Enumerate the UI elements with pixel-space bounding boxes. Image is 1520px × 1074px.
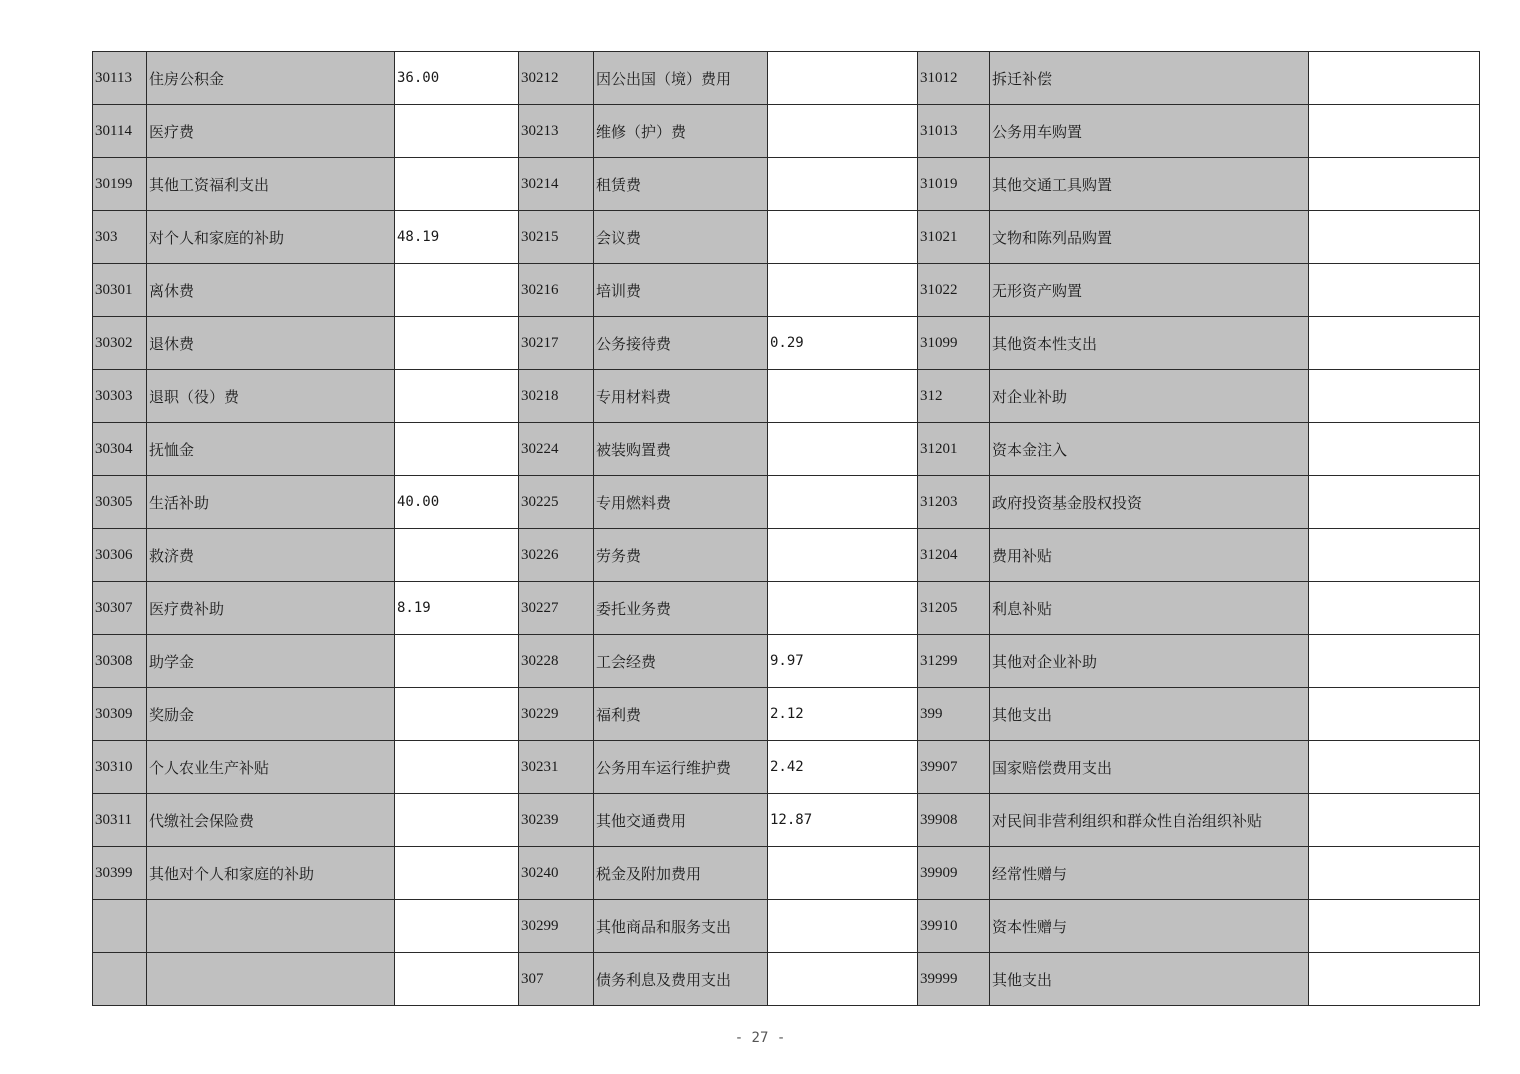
cell-name: 住房公积金 <box>147 52 395 105</box>
cell-amount <box>395 370 519 423</box>
cell-code: 30305 <box>93 476 147 529</box>
cell-code: 31204 <box>918 529 990 582</box>
cell-amount <box>768 105 918 158</box>
cell-amount: 36.00 <box>395 52 519 105</box>
table-row <box>93 52 1480 105</box>
cell-code: 30229 <box>519 688 594 741</box>
cell-name <box>147 953 395 1006</box>
cell-code: 31012 <box>918 52 990 105</box>
cell-amount: 0.29 <box>768 317 918 370</box>
cell-amount <box>768 211 918 264</box>
cell-code: 31205 <box>918 582 990 635</box>
cell-name: 其他支出 <box>990 953 1309 1006</box>
cell-name: 其他资本性支出 <box>990 317 1309 370</box>
cell-amount: 9.97 <box>768 635 918 688</box>
cell-code: 30199 <box>93 158 147 211</box>
cell-code: 30302 <box>93 317 147 370</box>
table-row <box>93 317 1480 370</box>
cell-amount <box>768 476 918 529</box>
cell-amount <box>1309 264 1480 317</box>
cell-amount <box>1309 476 1480 529</box>
table-row <box>93 688 1480 741</box>
cell-code: 30308 <box>93 635 147 688</box>
cell-name: 国家赔偿费用支出 <box>990 741 1309 794</box>
cell-name: 对个人和家庭的补助 <box>147 211 395 264</box>
cell-amount <box>395 317 519 370</box>
cell-amount <box>395 741 519 794</box>
cell-name: 委托业务费 <box>594 582 768 635</box>
table-row <box>93 370 1480 423</box>
cell-code: 30226 <box>519 529 594 582</box>
cell-amount <box>395 423 519 476</box>
table-row <box>93 635 1480 688</box>
cell-amount: 2.42 <box>768 741 918 794</box>
cell-code: 30218 <box>519 370 594 423</box>
cell-name: 其他支出 <box>990 688 1309 741</box>
cell-code: 31299 <box>918 635 990 688</box>
cell-name: 代缴社会保险费 <box>147 794 395 847</box>
cell-code: 30216 <box>519 264 594 317</box>
cell-amount <box>395 105 519 158</box>
cell-amount <box>395 794 519 847</box>
cell-code: 30214 <box>519 158 594 211</box>
table-body <box>93 52 1480 1006</box>
cell-name: 专用材料费 <box>594 370 768 423</box>
cell-amount <box>395 264 519 317</box>
cell-code: 30231 <box>519 741 594 794</box>
cell-amount <box>1309 635 1480 688</box>
cell-amount <box>395 635 519 688</box>
cell-code: 31021 <box>918 211 990 264</box>
cell-amount <box>768 264 918 317</box>
cell-amount <box>1309 529 1480 582</box>
cell-name: 培训费 <box>594 264 768 317</box>
cell-name: 救济费 <box>147 529 395 582</box>
table-row <box>93 582 1480 635</box>
cell-name: 其他交通工具购置 <box>990 158 1309 211</box>
cell-name: 因公出国（境）费用 <box>594 52 768 105</box>
cell-code: 30215 <box>519 211 594 264</box>
cell-amount <box>395 158 519 211</box>
cell-amount <box>1309 741 1480 794</box>
cell-name <box>147 900 395 953</box>
cell-name: 税金及附加费用 <box>594 847 768 900</box>
cell-code: 30307 <box>93 582 147 635</box>
cell-name: 资本性赠与 <box>990 900 1309 953</box>
cell-amount <box>395 529 519 582</box>
cell-name: 经常性赠与 <box>990 847 1309 900</box>
cell-code: 30224 <box>519 423 594 476</box>
table-row <box>93 105 1480 158</box>
cell-name: 文物和陈列品购置 <box>990 211 1309 264</box>
cell-code: 39999 <box>918 953 990 1006</box>
cell-name: 利息补贴 <box>990 582 1309 635</box>
cell-code: 30225 <box>519 476 594 529</box>
cell-code: 39909 <box>918 847 990 900</box>
cell-amount <box>768 847 918 900</box>
cell-code: 30311 <box>93 794 147 847</box>
cell-name: 工会经费 <box>594 635 768 688</box>
cell-amount <box>395 847 519 900</box>
cell-code: 31019 <box>918 158 990 211</box>
cell-name: 无形资产购置 <box>990 264 1309 317</box>
cell-amount <box>768 370 918 423</box>
cell-amount <box>768 953 918 1006</box>
cell-code: 30114 <box>93 105 147 158</box>
table-row <box>93 158 1480 211</box>
cell-amount: 48.19 <box>395 211 519 264</box>
cell-amount <box>1309 900 1480 953</box>
cell-name: 奖励金 <box>147 688 395 741</box>
cell-amount <box>395 953 519 1006</box>
cell-amount <box>1309 794 1480 847</box>
cell-code: 31201 <box>918 423 990 476</box>
cell-code: 30303 <box>93 370 147 423</box>
cell-code: 30212 <box>519 52 594 105</box>
cell-name: 租赁费 <box>594 158 768 211</box>
cell-code: 30310 <box>93 741 147 794</box>
cell-name: 被装购置费 <box>594 423 768 476</box>
page-number: - 27 - <box>734 1030 786 1046</box>
cell-amount <box>1309 370 1480 423</box>
cell-name: 离休费 <box>147 264 395 317</box>
cell-amount <box>1309 105 1480 158</box>
cell-amount: 2.12 <box>768 688 918 741</box>
cell-amount <box>395 688 519 741</box>
table-row <box>93 741 1480 794</box>
cell-code: 30306 <box>93 529 147 582</box>
cell-code: 30213 <box>519 105 594 158</box>
cell-name: 公务接待费 <box>594 317 768 370</box>
cell-amount <box>1309 211 1480 264</box>
cell-name: 其他对个人和家庭的补助 <box>147 847 395 900</box>
cell-code: 307 <box>519 953 594 1006</box>
cell-name: 债务利息及费用支出 <box>594 953 768 1006</box>
cell-code: 303 <box>93 211 147 264</box>
cell-name: 退休费 <box>147 317 395 370</box>
cell-name: 福利费 <box>594 688 768 741</box>
cell-amount <box>1309 582 1480 635</box>
cell-name: 医疗费补助 <box>147 582 395 635</box>
cell-amount <box>768 582 918 635</box>
cell-amount <box>1309 847 1480 900</box>
cell-name: 维修（护）费 <box>594 105 768 158</box>
cell-code: 39907 <box>918 741 990 794</box>
cell-name: 医疗费 <box>147 105 395 158</box>
cell-code: 312 <box>918 370 990 423</box>
cell-code <box>93 900 147 953</box>
cell-code: 39910 <box>918 900 990 953</box>
cell-amount: 12.87 <box>768 794 918 847</box>
cell-amount <box>1309 688 1480 741</box>
cell-amount <box>768 529 918 582</box>
table-row <box>93 953 1480 1006</box>
cell-code: 30228 <box>519 635 594 688</box>
cell-code: 30217 <box>519 317 594 370</box>
table-row <box>93 423 1480 476</box>
cell-code: 30227 <box>519 582 594 635</box>
cell-code: 30239 <box>519 794 594 847</box>
cell-name: 劳务费 <box>594 529 768 582</box>
cell-code: 30240 <box>519 847 594 900</box>
cell-code: 30301 <box>93 264 147 317</box>
cell-amount <box>1309 953 1480 1006</box>
cell-name: 资本金注入 <box>990 423 1309 476</box>
cell-name: 对民间非营利组织和群众性自治组织补贴 <box>990 794 1309 847</box>
cell-name: 公务用车运行维护费 <box>594 741 768 794</box>
cell-code: 399 <box>918 688 990 741</box>
cell-code: 30309 <box>93 688 147 741</box>
cell-amount <box>1309 52 1480 105</box>
table-row <box>93 794 1480 847</box>
cell-amount <box>768 423 918 476</box>
cell-code: 39908 <box>918 794 990 847</box>
cell-amount: 40.00 <box>395 476 519 529</box>
cell-name: 其他交通费用 <box>594 794 768 847</box>
cell-amount <box>768 900 918 953</box>
table-row <box>93 211 1480 264</box>
cell-name: 助学金 <box>147 635 395 688</box>
cell-name: 其他工资福利支出 <box>147 158 395 211</box>
cell-amount <box>1309 317 1480 370</box>
table-row <box>93 900 1480 953</box>
cell-code <box>93 953 147 1006</box>
cell-name: 个人农业生产补贴 <box>147 741 395 794</box>
table-row <box>93 529 1480 582</box>
table-row <box>93 476 1480 529</box>
cell-name: 抚恤金 <box>147 423 395 476</box>
budget-expenditure-table <box>92 51 1480 1006</box>
cell-name: 政府投资基金股权投资 <box>990 476 1309 529</box>
cell-name: 公务用车购置 <box>990 105 1309 158</box>
cell-amount <box>768 52 918 105</box>
cell-name: 其他对企业补助 <box>990 635 1309 688</box>
cell-code: 30113 <box>93 52 147 105</box>
cell-code: 31022 <box>918 264 990 317</box>
cell-name: 专用燃料费 <box>594 476 768 529</box>
cell-name: 费用补贴 <box>990 529 1309 582</box>
cell-code: 31203 <box>918 476 990 529</box>
table-row <box>93 847 1480 900</box>
cell-code: 31013 <box>918 105 990 158</box>
cell-name: 生活补助 <box>147 476 395 529</box>
cell-amount <box>1309 423 1480 476</box>
cell-code: 31099 <box>918 317 990 370</box>
cell-code: 30399 <box>93 847 147 900</box>
cell-amount <box>1309 158 1480 211</box>
cell-amount <box>768 158 918 211</box>
cell-name: 拆迁补偿 <box>990 52 1309 105</box>
cell-name: 退职（役）费 <box>147 370 395 423</box>
cell-name: 其他商品和服务支出 <box>594 900 768 953</box>
cell-amount: 8.19 <box>395 582 519 635</box>
cell-amount <box>395 900 519 953</box>
cell-name: 会议费 <box>594 211 768 264</box>
cell-code: 30304 <box>93 423 147 476</box>
cell-code: 30299 <box>519 900 594 953</box>
table-row <box>93 264 1480 317</box>
cell-name: 对企业补助 <box>990 370 1309 423</box>
